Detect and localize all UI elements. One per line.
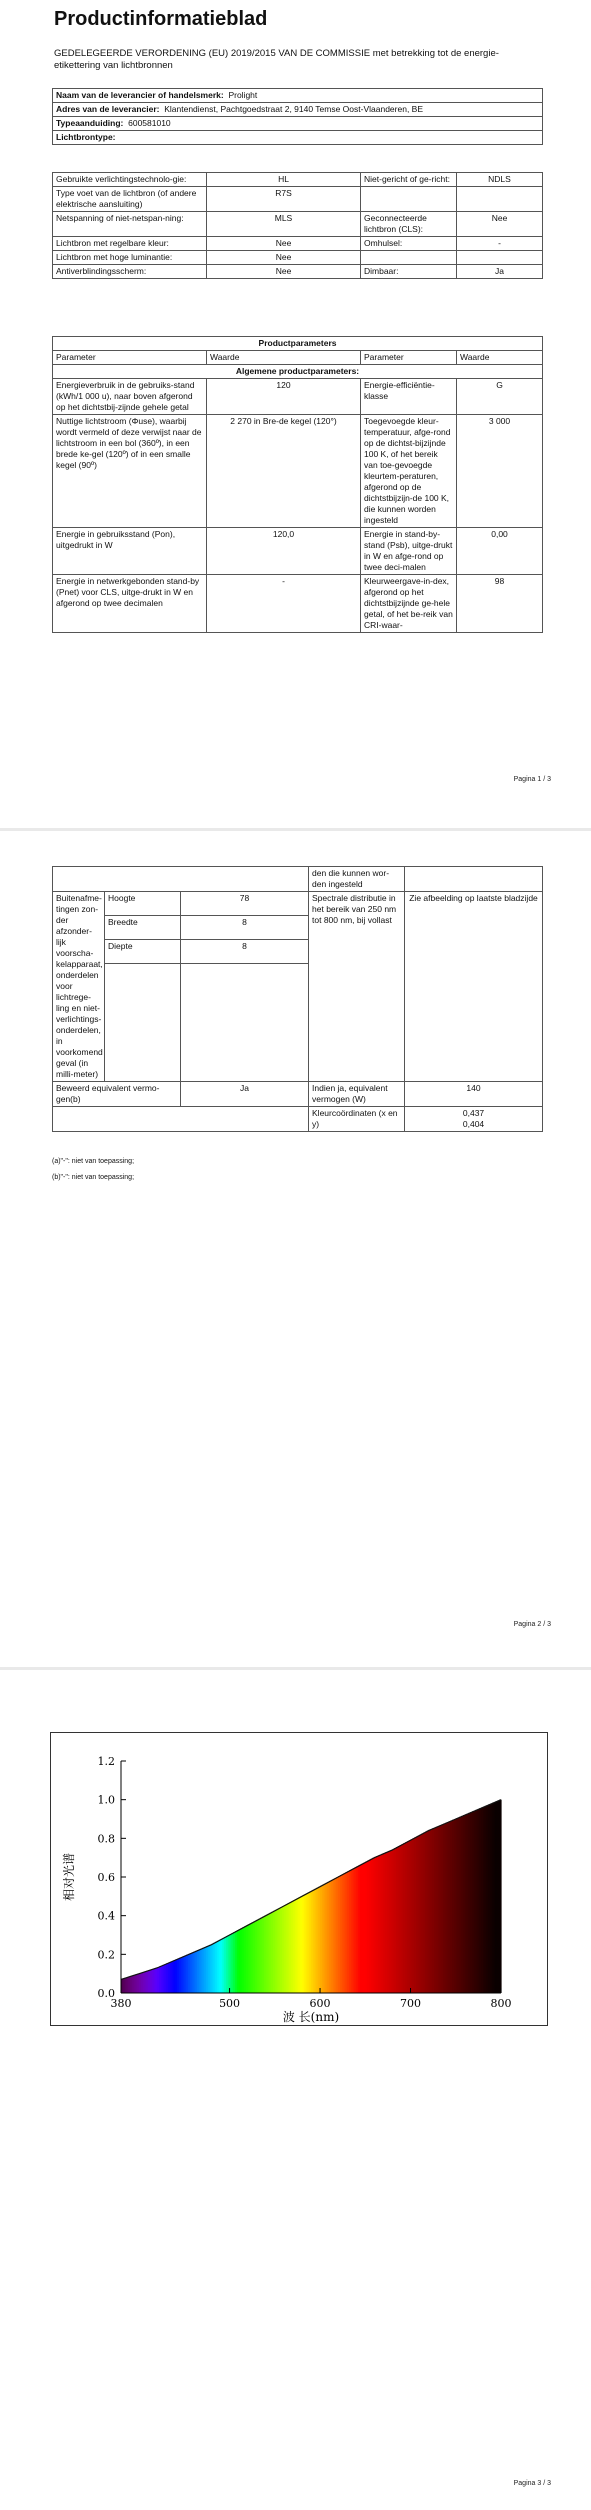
lighttype-label-2: Dimbaar: xyxy=(361,265,457,279)
page-number: Pagina 2 / 3 xyxy=(513,1621,551,1628)
page-number: Pagina 1 / 3 xyxy=(513,776,551,783)
lighttype-label-2: Omhulsel: xyxy=(361,237,457,251)
page-3 xyxy=(0,1670,591,2510)
supplier-value: Prolight xyxy=(228,90,258,100)
param-value: 120,0 xyxy=(207,528,361,575)
equiv-value: 140 xyxy=(405,1082,543,1107)
lighttype-label: Netspanning of niet-netspan-ning: xyxy=(53,212,207,237)
lighttype-label-2 xyxy=(361,251,457,265)
param-value: 120 xyxy=(207,379,361,415)
x-tick-label: 700 xyxy=(400,1997,422,2010)
lighttype-label: Lichtbron met hoge luminantie: xyxy=(53,251,207,265)
lighttype-value: HL xyxy=(207,173,361,187)
address-value: Klantendienst, Pachtgoedstraat 2, 9140 Temse Oost-Vlaanderen, BE xyxy=(164,104,424,114)
supplier-label: Naam van de leverancier of handelsmerk: xyxy=(56,90,224,100)
param-value-2: G xyxy=(457,379,543,415)
spectrum-chart xyxy=(50,1732,548,2026)
lighttype-label-2 xyxy=(361,187,457,212)
dim-value: 78 xyxy=(181,892,309,916)
param-row xyxy=(53,379,543,415)
y-tick-label: 0.6 xyxy=(97,1871,115,1884)
dim-value: 8 xyxy=(181,940,309,964)
y-tick-label: 0.0 xyxy=(97,1987,115,2000)
model-label: Typeaanduiding: xyxy=(56,118,124,128)
param-value: - xyxy=(207,575,361,633)
x-tick-label: 800 xyxy=(490,1997,512,2010)
lighttype-label: Gebruikte verlichtingstechnolo-gie: xyxy=(53,173,207,187)
continued-text: den die kunnen wor-den ingesteld xyxy=(309,867,405,892)
lighttype-value: Nee xyxy=(207,237,361,251)
lighttype-row xyxy=(53,131,543,145)
lighttype-value-2 xyxy=(457,187,543,212)
model-row xyxy=(53,117,543,131)
lighttype-label: Lichtbrontype: xyxy=(56,132,116,142)
param-value-2: 98 xyxy=(457,575,543,633)
lighttype-row xyxy=(53,237,543,251)
supplier-table xyxy=(52,88,543,145)
col-header-value-2: Waarde xyxy=(457,351,543,365)
claimed-value: Ja xyxy=(181,1082,309,1107)
x-tick-label: 380 xyxy=(110,1997,132,2010)
chroma-label: Kleurcoördinaten (x en y) xyxy=(309,1107,405,1132)
lighttype-label-2: Geconnecteerde lichtbron (CLS): xyxy=(361,212,457,237)
param-value-2: 0,00 xyxy=(457,528,543,575)
param-label: Energieverbruik in de gebruiks-stand (kWh/1 000 u), naar boven afgerond op het dichtstbij-zijnde gehele getal xyxy=(53,379,207,415)
col-header-value: Waarde xyxy=(207,351,361,365)
model-value: 600581010 xyxy=(128,118,171,128)
chroma-y: 0,404 xyxy=(462,1119,485,1129)
lighttype-label: Lichtbron met regelbare kleur: xyxy=(53,237,207,251)
lighttype-table xyxy=(52,172,543,279)
lighttype-value-2: NDLS xyxy=(457,173,543,187)
dim-empty-value xyxy=(181,964,309,1082)
y-tick-label: 1.2 xyxy=(97,1755,115,1768)
lighttype-value-2 xyxy=(457,251,543,265)
claimed-label: Beweerd equivalent vermo-gen(b) xyxy=(53,1082,181,1107)
lighttype-row xyxy=(53,251,543,265)
dim-value: 8 xyxy=(181,916,309,940)
lighttype-value: Nee xyxy=(207,251,361,265)
param-row xyxy=(53,575,543,633)
spectrum-chart-svg xyxy=(51,1733,547,2025)
x-axis-label: 波 长(nm) xyxy=(282,2010,340,2024)
y-tick-label: 0.2 xyxy=(97,1948,115,1962)
lighttype-value-2: Nee xyxy=(457,212,543,237)
y-tick-label: 0.4 xyxy=(97,1909,115,1923)
chroma-value xyxy=(405,1107,543,1132)
footnote-b: (b)"-": niet van toepassing; xyxy=(52,1174,135,1181)
spectral-label: Spectrale distributie in het bereik van 250 nm tot 800 nm, bij vollast xyxy=(309,892,405,1082)
address-label: Adres van de leverancier: xyxy=(56,104,160,114)
x-tick-label: 500 xyxy=(219,1997,241,2010)
address-row xyxy=(53,103,543,117)
param-row xyxy=(53,415,543,528)
param-label-2: Energie-efficiëntie-klasse xyxy=(361,379,457,415)
lighttype-value-2: - xyxy=(457,237,543,251)
page-1 xyxy=(0,0,591,828)
param-label: Nuttige lichtstroom (Φuse), waarbij wordt vermeld of deze verwijst naar de lichtstroom in een bol (360º), in een brede ke-gel (120º) of in een smalle kegel (90º) xyxy=(53,415,207,528)
y-tick-label: 0.8 xyxy=(97,1832,115,1846)
y-tick-label: 1.0 xyxy=(97,1793,115,1807)
param-value: 2 270 in Bre-de kegel (120°) xyxy=(207,415,361,528)
equiv-label: Indien ja, equivalent vermogen (W) xyxy=(309,1082,405,1107)
param-value-2: 3 000 xyxy=(457,415,543,528)
param-label-2: Energie in stand-by-stand (Psb), uitge-drukt in W en afge-rond op twee deci-malen xyxy=(361,528,457,575)
page-title: Productinformatieblad xyxy=(54,8,268,30)
dim-name: Hoogte xyxy=(105,892,181,916)
col-header-parameter: Parameter xyxy=(53,351,207,365)
lighttype-value: R7S xyxy=(207,187,361,212)
lighttype-row xyxy=(53,173,543,187)
lighttype-row xyxy=(53,265,543,279)
lighttype-label: Type voet van de lichtbron (of andere elektrische aansluiting) xyxy=(53,187,207,212)
dim-name: Breedte xyxy=(105,916,181,940)
spectrum-strip xyxy=(499,1800,501,1993)
footnote-a: (a)"-": niet van toepassing; xyxy=(52,1158,135,1165)
general-params-heading: Algemene productparameters: xyxy=(53,365,543,379)
lighttype-value: Nee xyxy=(207,265,361,279)
x-tick-label: 600 xyxy=(309,1997,331,2010)
dims-label: Buitenafme-tingen zon-der afzonder-lijk voorscha-kelapparaat, onderdelen voor lichtrege-ling en niet-verlichtings-onderdelen, in voorkomend geval (in milli-meter) xyxy=(53,892,105,1082)
chroma-empty-cell xyxy=(53,1107,309,1132)
spectral-value: Zie afbeelding op laatste bladzijde xyxy=(405,892,543,1082)
continued-empty-cell xyxy=(53,867,309,892)
supplier-row xyxy=(53,89,543,103)
param-label-2: Toegevoegde kleur-temperatuur, afge-rond op de dichtst-bijzijnde 100 K, of het bereik van toe-gevoegde kleurtem-peraturen, afgerond op de dichtstbijzijn-de 100 K, die kunnen worden ingesteld xyxy=(361,415,457,528)
lighttype-row xyxy=(53,187,543,212)
lighttype-label-2: Niet-gericht of ge-richt: xyxy=(361,173,457,187)
param-row xyxy=(53,528,543,575)
lighttype-value: MLS xyxy=(207,212,361,237)
lighttype-label: Antiverblindingsscherm: xyxy=(53,265,207,279)
param-label: Energie in netwerkgebonden stand-by (Pnet) voor CLS, uitge-drukt in W en afgerond op twee decimalen xyxy=(53,575,207,633)
dim-name: Diepte xyxy=(105,940,181,964)
col-header-parameter-2: Parameter xyxy=(361,351,457,365)
y-axis-label: 相对光谱 xyxy=(62,1852,76,1902)
chroma-x: 0,437 xyxy=(462,1108,485,1118)
regulation-subtitle: GEDELEGEERDE VERORDENING (EU) 2019/2015 VAN DE COMMISSIE met betrekking tot de energie-etikettering van lichtbronnen xyxy=(54,48,499,71)
param-label-2: Kleurweergave-in-dex, afgerond op het dichtstbijzijnde ge-hele getal, of het be-reik van CRI-waar- xyxy=(361,575,457,633)
params-table xyxy=(52,336,543,633)
lighttype-row xyxy=(53,212,543,237)
param-label: Energie in gebruiksstand (Pon), uitgedrukt in W xyxy=(53,528,207,575)
params-table-continued xyxy=(52,866,543,1132)
lighttype-value-2: Ja xyxy=(457,265,543,279)
params-section-heading: Productparameters xyxy=(53,337,543,351)
continued-empty-value xyxy=(405,867,543,892)
page-number: Pagina 3 / 3 xyxy=(513,2480,551,2487)
dim-empty-cell xyxy=(105,964,181,1082)
page-2 xyxy=(0,831,591,1667)
